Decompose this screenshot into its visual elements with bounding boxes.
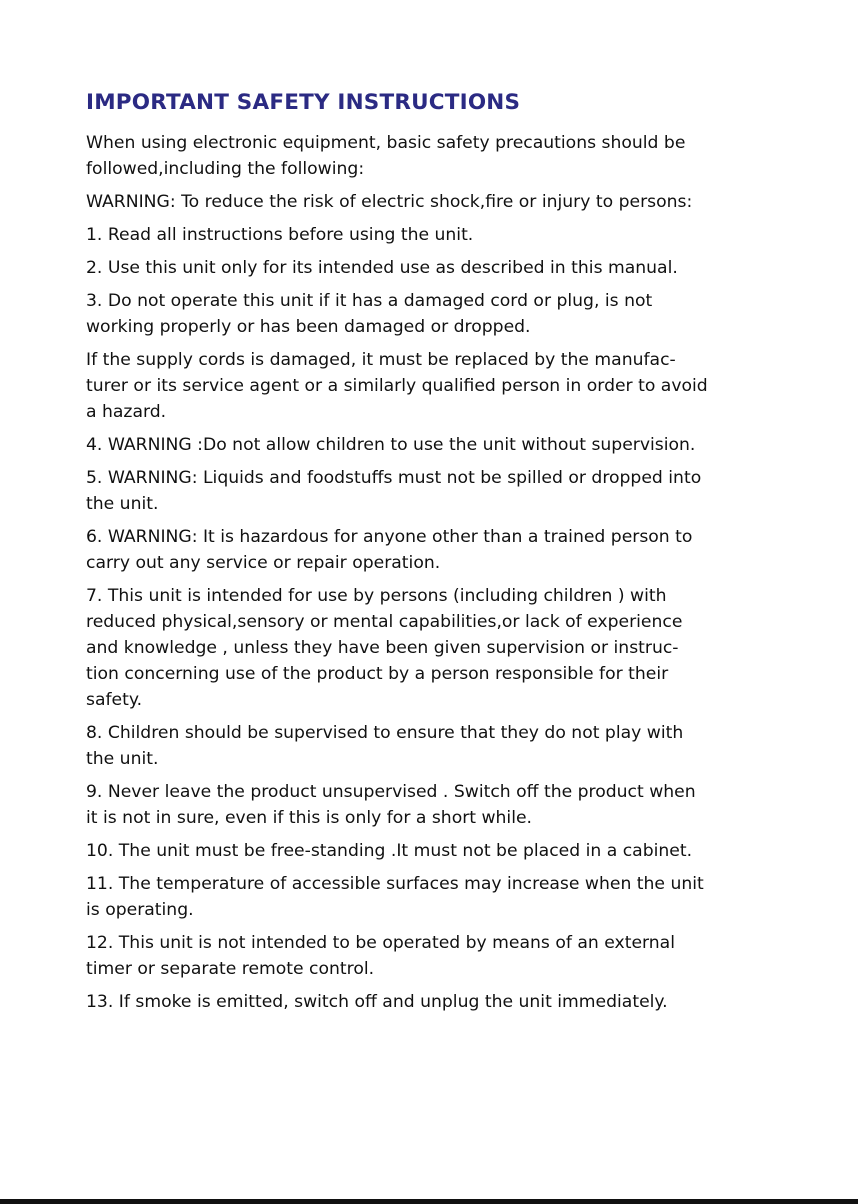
text-line: timer or separate remote control.	[86, 959, 375, 979]
text-line: safety.	[86, 690, 143, 710]
text-line: 2. Use this unit only for its intended use as described in this manual.	[86, 258, 678, 278]
text-line: it is not in sure, even if this is only for a short while.	[86, 808, 533, 828]
text-line: If the supply cords is damaged, it must be replaced by the manufac-	[86, 350, 676, 370]
text-line: 11. The temperature of accessible surfaces may increase when the unit	[86, 874, 704, 894]
instruction-paragraph	[86, 720, 786, 772]
text-line: 3. Do not operate this unit if it has a damaged cord or plug, is not	[86, 291, 653, 311]
instruction-paragraph	[86, 130, 786, 182]
text-line: followed,including the following:	[86, 159, 365, 179]
text-line: 4. WARNING :Do not allow children to use the unit without supervision.	[86, 435, 696, 455]
instruction-paragraph	[86, 347, 786, 425]
text-line: 1. Read all instructions before using the unit.	[86, 225, 474, 245]
text-line: a hazard.	[86, 402, 167, 422]
text-line: and knowledge , unless they have been given supervision or instruc-	[86, 638, 679, 658]
text-line: carry out any service or repair operation.	[86, 553, 441, 573]
text-line: 12. This unit is not intended to be operated by means of an external	[86, 933, 675, 953]
page-bottom-edge	[0, 1199, 858, 1204]
instruction-paragraph	[86, 432, 786, 458]
instruction-paragraph	[86, 222, 786, 248]
text-line: WARNING: To reduce the risk of electric shock,fire or injury to persons:	[86, 192, 693, 212]
text-line: is operating.	[86, 900, 194, 920]
text-line: tion concerning use of the product by a person responsible for their	[86, 664, 669, 684]
text-line: 10. The unit must be free-standing .It must not be placed in a cabinet.	[86, 841, 693, 861]
text-line: the unit.	[86, 494, 159, 514]
text-line: 8. Children should be supervised to ensure that they do not play with	[86, 723, 684, 743]
text-line: 13. If smoke is emitted, switch off and unplug the unit immediately.	[86, 992, 668, 1012]
text-line: working properly or has been damaged or dropped.	[86, 317, 531, 337]
instruction-paragraph	[86, 524, 786, 576]
text-line: the unit.	[86, 749, 159, 769]
text-line: 6. WARNING: It is hazardous for anyone other than a trained person to	[86, 527, 693, 547]
instruction-paragraph	[86, 465, 786, 517]
instruction-paragraph	[86, 779, 786, 831]
instructions-body	[86, 130, 786, 1015]
instruction-paragraph	[86, 930, 786, 982]
instruction-paragraph	[86, 255, 786, 281]
instruction-paragraph	[86, 583, 786, 713]
text-line: turer or its service agent or a similarly qualified person in order to avoid	[86, 376, 708, 396]
safety-instructions-page	[86, 88, 786, 1022]
text-line: 9. Never leave the product unsupervised . Switch off the product when	[86, 782, 696, 802]
instruction-paragraph	[86, 838, 786, 864]
text-line: 7. This unit is intended for use by persons (including children ) with	[86, 586, 667, 606]
text-line: reduced physical,sensory or mental capabilities,or lack of experience	[86, 612, 683, 632]
instruction-paragraph	[86, 871, 786, 923]
text-line: 5. WARNING: Liquids and foodstuffs must not be spilled or dropped into	[86, 468, 702, 488]
instruction-paragraph	[86, 288, 786, 340]
instruction-paragraph	[86, 989, 786, 1015]
instruction-paragraph	[86, 189, 786, 215]
page-title: IMPORTANT SAFETY INSTRUCTIONS	[86, 90, 521, 115]
text-line: When using electronic equipment, basic safety precautions should be	[86, 133, 686, 153]
